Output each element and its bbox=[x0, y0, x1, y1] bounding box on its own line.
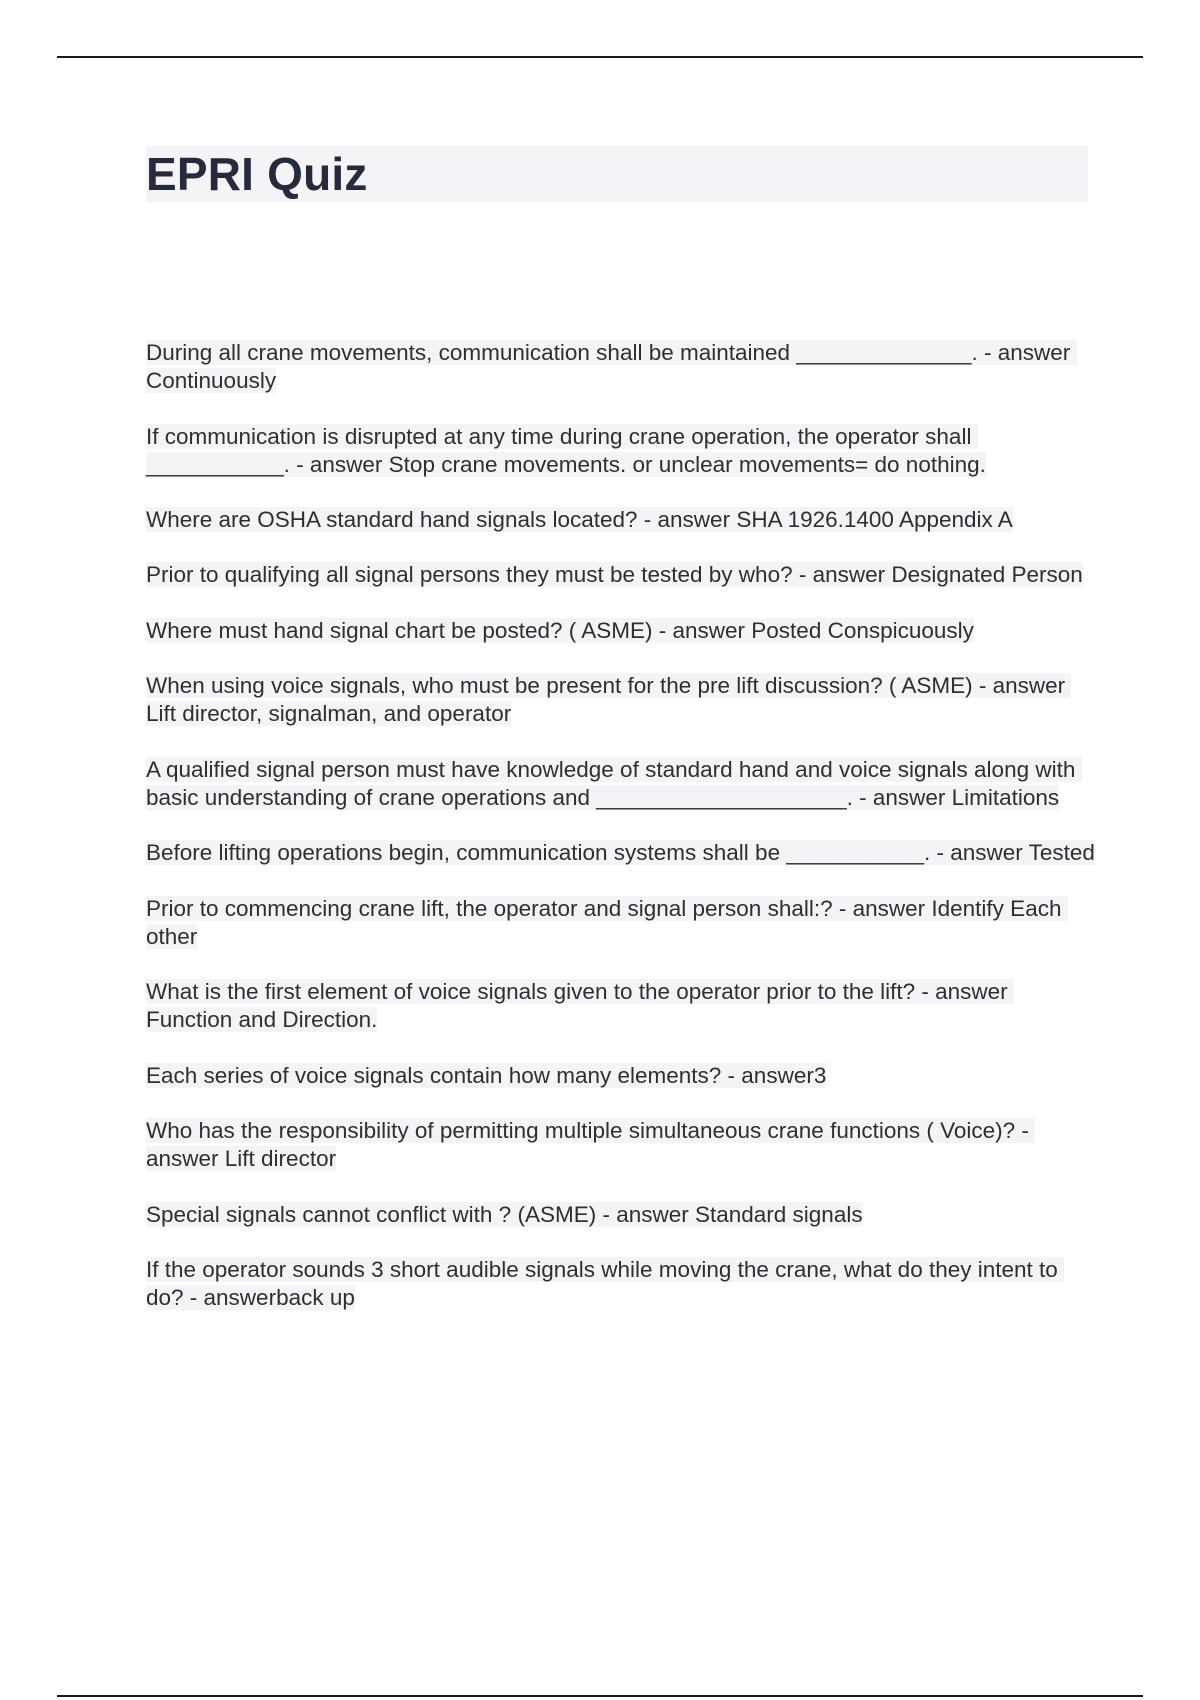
qa-item bbox=[146, 1201, 1096, 1229]
qa-item bbox=[146, 617, 1096, 645]
qa-item bbox=[146, 561, 1096, 589]
qa-item bbox=[146, 506, 1096, 534]
qa-text: Before lifting operations begin, communication systems shall be ___________. - answer Tested bbox=[146, 840, 1095, 866]
qa-item bbox=[146, 1256, 1096, 1313]
qa-text: During all crane movements, communication shall be maintained ______________. - answer Continuously bbox=[146, 340, 1077, 394]
qa-text: Each series of voice signals contain how many elements? - answer3 bbox=[146, 1062, 827, 1088]
page-title: EPRI Quiz bbox=[146, 148, 368, 200]
qa-list bbox=[146, 339, 1096, 1340]
qa-text: If the operator sounds 3 short audible signals while moving the crane, what do they intent to do? - answerback up bbox=[146, 1256, 1065, 1311]
qa-text: What is the first element of voice signals given to the operator prior to the lift? - answer Function and Direction. bbox=[146, 979, 1014, 1033]
qa-text: Prior to commencing crane lift, the operator and signal person shall:? - answer Identify Each other bbox=[146, 895, 1068, 949]
qa-text: If communication is disrupted at any time during crane operation, the operator shall ___________. - answer Stop crane movements. or unclear movements= do nothing. bbox=[146, 423, 986, 477]
qa-item bbox=[146, 672, 1096, 729]
qa-text: Special signals cannot conflict with ? (ASME) - answer Standard signals bbox=[146, 1201, 863, 1227]
qa-text: Who has the responsibility of permitting multiple simultaneous crane functions ( Voice)? - answer Lift director bbox=[146, 1118, 1036, 1172]
qa-item bbox=[146, 339, 1096, 396]
qa-item bbox=[146, 423, 1096, 480]
qa-text: A qualified signal person must have knowledge of standard hand and voice signals along with basic understanding of crane operations and ____________________. - answer Limitations bbox=[146, 756, 1082, 810]
qa-text: Where must hand signal chart be posted? ( ASME) - answer Posted Conspicuously bbox=[146, 617, 974, 643]
qa-item bbox=[146, 978, 1096, 1035]
qa-item bbox=[146, 756, 1096, 813]
qa-item bbox=[146, 895, 1096, 952]
qa-item bbox=[146, 839, 1096, 867]
qa-item bbox=[146, 1117, 1096, 1174]
top-rule bbox=[57, 56, 1143, 58]
qa-text: When using voice signals, who must be present for the pre lift discussion? ( ASME) - answer Lift director, signalman, and operator bbox=[146, 673, 1072, 727]
bottom-rule bbox=[57, 1695, 1143, 1697]
qa-text: Where are OSHA standard hand signals located? - answer SHA 1926.1400 Appendix A bbox=[146, 507, 1013, 533]
qa-item bbox=[146, 1062, 1096, 1090]
qa-text: Prior to qualifying all signal persons they must be tested by who? - answer Designated Person bbox=[146, 562, 1083, 588]
